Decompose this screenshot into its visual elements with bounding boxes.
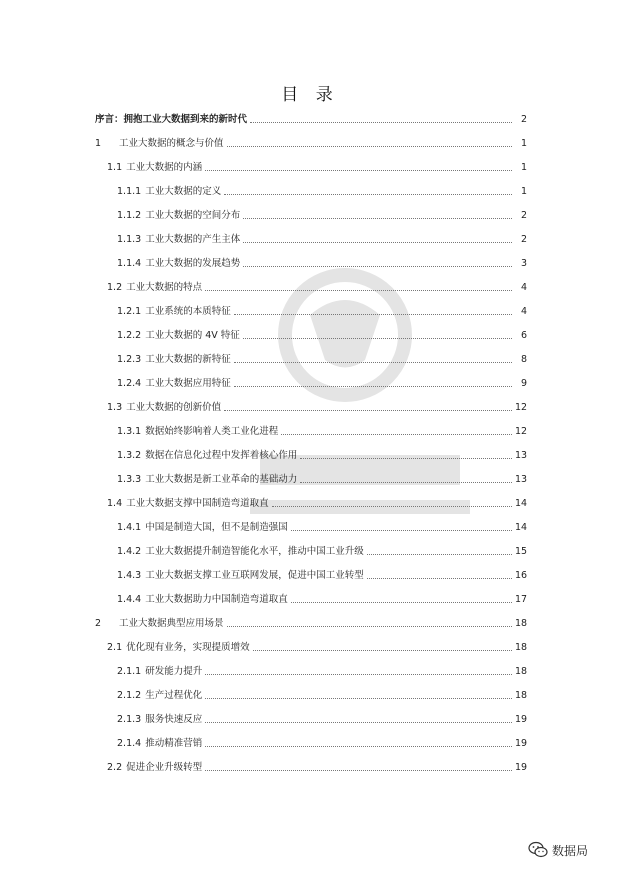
toc-entry-title: 数据在信息化过程中发挥着核心作用 bbox=[145, 450, 298, 461]
toc-page-number: 18 bbox=[515, 618, 528, 629]
toc-page-number: 17 bbox=[515, 594, 528, 605]
toc-entry-title: 工业系统的本质特征 bbox=[145, 306, 231, 317]
toc-leader-dots bbox=[234, 385, 512, 387]
footer-logo bbox=[528, 838, 613, 862]
toc-entry[interactable] bbox=[0, 420, 620, 438]
toc-entry[interactable] bbox=[0, 156, 620, 174]
toc-entry[interactable] bbox=[0, 756, 620, 774]
toc-page-number: 4 bbox=[520, 306, 527, 317]
toc-page-number: 16 bbox=[515, 570, 528, 581]
toc-entry-number: 2.1.3 bbox=[117, 714, 142, 725]
toc-entry-title: 工业大数据的内涵 bbox=[126, 162, 203, 173]
toc-entry-title: 工业大数据的特点 bbox=[126, 282, 203, 293]
toc-page-number: 4 bbox=[520, 282, 527, 293]
toc-entry-title: 工业大数据的概念与价值 bbox=[119, 138, 224, 149]
toc-entry-number: 2.1 bbox=[107, 642, 123, 653]
toc-entry-title: 工业大数据助力中国制造弯道取直 bbox=[145, 594, 288, 605]
toc-entry-number: 1.2 bbox=[107, 282, 123, 293]
toc-entry-number: 1.1.2 bbox=[117, 210, 142, 221]
page-title: 目 录 bbox=[281, 85, 339, 105]
toc-entry-number: 1.3.1 bbox=[117, 426, 142, 437]
toc-entry-title: 工业大数据提升制造智能化水平，推动中国工业升级 bbox=[145, 546, 364, 557]
toc-entry[interactable] bbox=[0, 684, 620, 702]
toc-page-number: 15 bbox=[515, 546, 528, 557]
toc-leader-dots bbox=[272, 505, 512, 507]
toc-page-number: 19 bbox=[515, 762, 528, 773]
wechat-icon bbox=[528, 841, 548, 859]
toc-entry-number: 2.2 bbox=[107, 762, 123, 773]
toc-entry-number: 1.3.3 bbox=[117, 474, 142, 485]
toc-entry-number: 1.2.4 bbox=[117, 378, 142, 389]
toc-page-number: 12 bbox=[515, 402, 528, 413]
toc-leader-dots bbox=[367, 577, 512, 579]
toc-entry-number: 1.3.2 bbox=[117, 450, 142, 461]
toc-entry-title: 数据始终影响着人类工业化进程 bbox=[145, 426, 279, 437]
toc-entry[interactable] bbox=[0, 468, 620, 486]
toc-entry-title: 工业大数据典型应用场景 bbox=[119, 618, 224, 629]
toc-entry-title: 推动精准营销 bbox=[145, 738, 203, 749]
toc-entry-title: 生产过程优化 bbox=[145, 690, 203, 701]
toc-entry-number: 1.4.3 bbox=[117, 570, 142, 581]
toc-entry-title: 工业大数据支撑中国制造弯道取直 bbox=[126, 498, 269, 509]
toc-entry-number: 2.1.4 bbox=[117, 738, 142, 749]
toc-entry-number: 2.1.2 bbox=[117, 690, 142, 701]
toc-entry-number: 2.1.1 bbox=[117, 666, 142, 677]
toc-leader-dots bbox=[205, 769, 512, 771]
toc-entry-number: 1.1.4 bbox=[117, 258, 142, 269]
toc-page-number: 13 bbox=[515, 450, 528, 461]
toc-entry-title: 促进企业升级转型 bbox=[126, 762, 203, 773]
toc-entry[interactable] bbox=[0, 708, 620, 726]
toc-leader-dots bbox=[291, 601, 512, 603]
toc-leader-dots bbox=[281, 433, 512, 435]
toc-entry[interactable] bbox=[0, 540, 620, 558]
toc-page-number: 19 bbox=[515, 738, 528, 749]
toc-page-number: 1 bbox=[520, 186, 527, 197]
toc-entry[interactable] bbox=[0, 180, 620, 198]
toc-leader-dots bbox=[205, 673, 512, 675]
toc-leader-dots bbox=[205, 745, 512, 747]
toc-entry[interactable] bbox=[0, 204, 620, 222]
toc-entry-title: 中国是制造大国，但不是制造强国 bbox=[145, 522, 288, 533]
toc-leader-dots bbox=[243, 217, 512, 219]
toc-entry[interactable] bbox=[0, 372, 620, 390]
toc-entry[interactable] bbox=[0, 636, 620, 654]
toc-entry[interactable] bbox=[0, 492, 620, 510]
toc-entry[interactable] bbox=[0, 252, 620, 270]
toc-entry[interactable] bbox=[0, 276, 620, 294]
toc-entry[interactable] bbox=[0, 324, 620, 342]
toc-entry[interactable] bbox=[0, 516, 620, 534]
toc-page-number: 1 bbox=[520, 138, 527, 149]
toc-entry-number: 2 bbox=[95, 618, 102, 629]
toc-entry-title: 工业大数据的空间分布 bbox=[145, 210, 241, 221]
toc-leader-dots bbox=[205, 169, 512, 171]
toc-leader-dots bbox=[367, 553, 512, 555]
toc-entry-number: 1.2.2 bbox=[117, 330, 142, 341]
toc-entry[interactable] bbox=[0, 300, 620, 318]
toc-leader-dots bbox=[300, 457, 512, 459]
toc-page-number: 8 bbox=[520, 354, 527, 365]
toc-entry[interactable] bbox=[0, 108, 620, 126]
toc-leader-dots bbox=[250, 121, 512, 123]
toc-entry[interactable] bbox=[0, 732, 620, 750]
toc-page-number: 1 bbox=[520, 162, 527, 173]
toc-entry[interactable] bbox=[0, 396, 620, 414]
toc-page-number: 13 bbox=[515, 474, 528, 485]
toc-leader-dots bbox=[243, 265, 512, 267]
toc-entry-title: 工业大数据的 4V 特征 bbox=[145, 330, 240, 341]
toc-entry-number: 1.4.2 bbox=[117, 546, 142, 557]
toc-page-number: 9 bbox=[520, 378, 527, 389]
toc-entry-number: 1.4.1 bbox=[117, 522, 142, 533]
footer-label: 数据局 bbox=[552, 843, 589, 858]
toc-leader-dots bbox=[234, 361, 512, 363]
toc-entry-title: 工业大数据应用特征 bbox=[145, 378, 231, 389]
toc-leader-dots bbox=[227, 625, 512, 627]
toc-page-number: 14 bbox=[515, 522, 528, 533]
toc-entry-number: 1.4.4 bbox=[117, 594, 142, 605]
toc-entry[interactable] bbox=[0, 612, 620, 630]
toc-leader-dots bbox=[205, 697, 512, 699]
toc-page-number: 18 bbox=[515, 690, 528, 701]
toc-entry-title: 工业大数据支撑工业互联网发展，促进中国工业转型 bbox=[145, 570, 364, 581]
toc-entry[interactable] bbox=[0, 444, 620, 462]
toc-page-number: 19 bbox=[515, 714, 528, 725]
toc-entry-number: 1.1.3 bbox=[117, 234, 142, 245]
toc-entry-number: 1.3 bbox=[107, 402, 123, 413]
toc-leader-dots bbox=[291, 529, 512, 531]
toc-entry-title: 研发能力提升 bbox=[145, 666, 203, 677]
toc-page-number: 2 bbox=[520, 234, 527, 245]
toc-entry[interactable] bbox=[0, 588, 620, 606]
toc-leader-dots bbox=[205, 289, 512, 291]
toc-entry[interactable] bbox=[0, 348, 620, 366]
toc-leader-dots bbox=[300, 481, 512, 483]
toc-entry[interactable] bbox=[0, 228, 620, 246]
toc-entry-number: 1.2.3 bbox=[117, 354, 142, 365]
toc-entry-title: 序言：拥抱工业大数据到来的新时代 bbox=[95, 114, 248, 125]
toc-page-number: 12 bbox=[515, 426, 528, 437]
toc-entry[interactable] bbox=[0, 564, 620, 582]
toc-page-number: 2 bbox=[520, 114, 527, 125]
toc-entry-number: 1.2.1 bbox=[117, 306, 142, 317]
toc-entry-title: 工业大数据的发展趋势 bbox=[145, 258, 241, 269]
toc-page-number: 14 bbox=[515, 498, 528, 509]
toc-entry-title: 工业大数据的创新价值 bbox=[126, 402, 222, 413]
toc-entry[interactable] bbox=[0, 132, 620, 150]
toc-leader-dots bbox=[224, 409, 512, 411]
toc-leader-dots bbox=[243, 337, 512, 339]
toc-entry-title: 工业大数据的定义 bbox=[145, 186, 222, 197]
toc-entry-number: 1 bbox=[95, 138, 102, 149]
toc-entry-title: 工业大数据是新工业革命的基础动力 bbox=[145, 474, 298, 485]
toc-page-number: 2 bbox=[520, 210, 527, 221]
toc-leader-dots bbox=[227, 145, 512, 147]
toc-page-number: 18 bbox=[515, 666, 528, 677]
toc-page-number: 6 bbox=[520, 330, 527, 341]
toc-leader-dots bbox=[243, 241, 512, 243]
toc-entry-number: 1.1 bbox=[107, 162, 123, 173]
toc-leader-dots bbox=[224, 193, 512, 195]
toc-entry[interactable] bbox=[0, 660, 620, 678]
toc-entry-title: 工业大数据的新特征 bbox=[145, 354, 231, 365]
toc-leader-dots bbox=[205, 721, 512, 723]
toc-leader-dots bbox=[253, 649, 512, 651]
toc-entry-number: 1.4 bbox=[107, 498, 123, 509]
toc-page-number: 3 bbox=[520, 258, 527, 269]
toc-entry-title: 服务快速反应 bbox=[145, 714, 203, 725]
toc-page-number: 18 bbox=[515, 642, 528, 653]
toc-entry-title: 工业大数据的产生主体 bbox=[145, 234, 241, 245]
toc-entry-title: 优化现有业务，实现提质增效 bbox=[126, 642, 250, 653]
toc-entry-number: 1.1.1 bbox=[117, 186, 142, 197]
toc-leader-dots bbox=[234, 313, 512, 315]
